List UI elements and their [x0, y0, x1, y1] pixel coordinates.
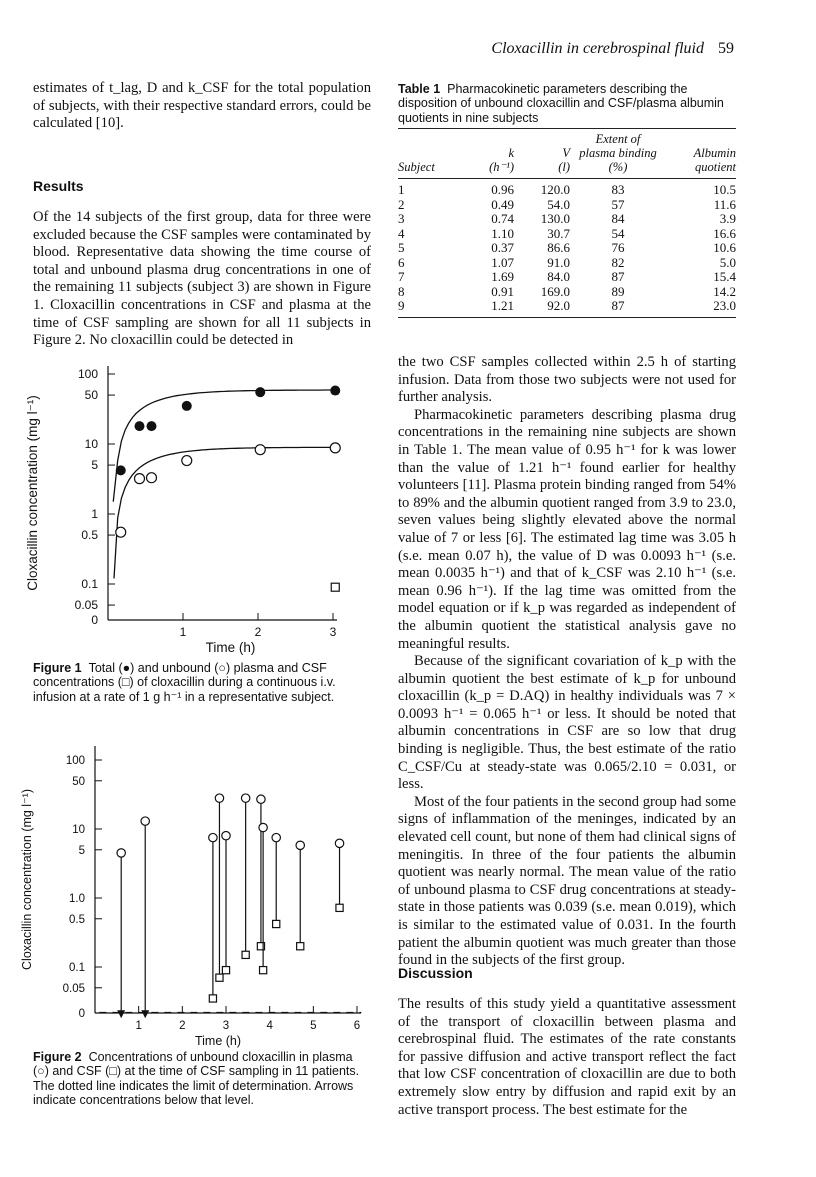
x-tick-label: 2	[254, 625, 262, 639]
plasma-point	[215, 794, 223, 802]
csf-point	[297, 943, 304, 950]
table-cell: 10.5	[713, 182, 736, 197]
th-k: k (h⁻¹)	[489, 146, 514, 174]
table-row	[398, 212, 736, 227]
right-paragraph-3: Because of the significant covariation of k_p with the albumin quotient the best estimate of k_p for unbound cloxacillin (k_p = D.AQ) in healthy individuals was 7 × 0.0093 h⁻¹ = 0.065 h⁻¹ or less. It should be noted that albumin concentrations in CSF are so low that drug binding is negligible. Thus, the best estimate of the ratio C_CSF/Cu at steady-state was 0.065/2.10 = 0.031, or less.	[398, 653, 736, 793]
table-cell: 0.74	[491, 211, 514, 226]
table-cell: 87	[611, 269, 625, 284]
plasma-point	[257, 795, 265, 803]
y-tick-label: 5	[91, 458, 98, 473]
results-paragraph: Of the 14 subjects of the first group, data for three were excluded because the CSF samples were contaminated by blood. Representative data showing the time course of total and unbound plasma drug concentrations in one of the remaining 11 subjects (subject 3) are shown in Figure 1. Cloxacillin concentrations in CSF and plasma at the time of CSF sampling are shown for all 11 subjects in Figure 2. No cloxacillin could be detected in	[33, 209, 371, 349]
figure2-caption: Concentrations of unbound cloxacillin in plasma (○) and CSF (□) at the time of CSF sampling in 11 patients. The dotted line indicates the limit of determination. Arrows indicate concentrations below that level.	[33, 1050, 360, 1108]
table1-header-row	[398, 129, 736, 179]
table-cell: 9	[398, 299, 462, 317]
y-tick-label: 10	[72, 824, 85, 836]
table-cell: 14.2	[713, 283, 736, 299]
table-cell: 87	[570, 299, 666, 317]
left-column-top	[33, 80, 371, 133]
figure1-caption-block	[33, 661, 371, 704]
figure1-caption: Total (●) and unbound (○) plasma and CSF concentrations (□) of cloxacillin during a continuous i.v. infusion at a rate of 1 g h⁻¹ in a representative subject.	[33, 661, 336, 704]
table-cell: 57	[611, 196, 625, 212]
table-row	[398, 256, 736, 271]
x-tick-label: 4	[266, 1020, 273, 1032]
plasma-point	[117, 849, 125, 857]
table1	[398, 128, 736, 318]
right-paragraph-2: Pharmacokinetic parameters describing plasma drug concentrations in the remaining nine subjects are shown in Table 1. The mean value of 0.95 h⁻¹ for k was lower than the value of 1.21 h⁻¹ found earlier for healthy volunteers [11]. Plasma protein binding ranged from 54% to 89% and the albumin quotient ranged from 3.9 to 23.0, seven values being slightly elevated above the normal value of 7 or less [6]. The estimated lag time was 3.05 h (s.e. mean 0.07 h), the value of D was 0.0093 h⁻¹ (s.e. mean 0.0035 h⁻¹) and that of k_CSF was 2.10 h⁻¹ (s.e. mean 0.96 h⁻¹). If the lag time was omitted from the model equation or if k_p was regarded as independent of the albumin quotient the statistical analysis gave no meaningful results.	[398, 406, 736, 652]
discussion-paragraph: The results of this study yield a quantitative assessment of the transport of cloxacillin between plasma and cerebrospinal fluid. The estimates of the rate constants for passive diffusion and active transport reflect the fact that low CSF concentration of cloxacillin are due to both extremely slow entry by diffusion and rapid exit by an active transport process. The best estimate for the	[398, 996, 736, 1118]
unbound-point	[182, 456, 192, 466]
table-cell: 1.69	[491, 269, 514, 284]
table-cell: 86.6	[547, 240, 570, 255]
running-title: Cloxacillin in cerebrospinal fluid	[491, 40, 704, 57]
y-tick-label: 0.05	[62, 982, 85, 995]
table1-label: Table 1	[398, 82, 441, 96]
table-cell: 3.9	[719, 211, 736, 226]
plasma-point	[241, 794, 249, 802]
table-cell: 1.21	[462, 299, 514, 317]
table-cell: 1.10	[491, 225, 514, 241]
table-cell: 92.0	[514, 299, 570, 317]
unbound-point	[330, 443, 340, 453]
csf-point	[222, 967, 229, 974]
plasma-point	[141, 817, 149, 825]
unbound-point	[255, 445, 265, 455]
x-axis-label: Time (h)	[194, 1034, 242, 1048]
table-row	[398, 179, 736, 198]
results-heading: Results	[33, 178, 84, 194]
y-tick-label: 10	[84, 437, 98, 451]
y-tick-label: 0	[78, 1008, 85, 1020]
y-tick-label: 5	[78, 844, 85, 857]
below-limit-arrow	[141, 1010, 149, 1018]
th-subject: Subject	[398, 160, 435, 174]
unbound-fit-curve	[114, 447, 335, 578]
table-cell: 15.4	[713, 269, 736, 284]
figure1-label: Figure 1	[33, 661, 82, 675]
figure2-caption-block	[33, 1050, 371, 1108]
y-tick-label: 1	[91, 507, 98, 521]
discussion-heading: Discussion	[398, 965, 473, 981]
table-row	[398, 270, 736, 285]
table-cell: 89	[611, 283, 625, 299]
table-cell: 0.49	[491, 196, 514, 212]
th-albumin: Albumin quotient	[693, 146, 736, 174]
y-tick-label: 100	[77, 367, 98, 381]
page-number: 59	[718, 40, 734, 57]
plasma-point	[296, 841, 304, 849]
table-cell: 0.91	[491, 283, 514, 299]
x-tick-label: 5	[310, 1020, 317, 1032]
figure1-chart	[15, 358, 385, 663]
figure2-chart	[15, 738, 385, 1048]
th-binding: Extent of plasma binding (%)	[579, 132, 657, 174]
below-limit-arrow	[117, 1010, 125, 1018]
table-cell: 0.37	[491, 240, 514, 255]
y-tick-label: 0	[91, 613, 98, 627]
table-cell: 1.07	[491, 254, 514, 270]
table-cell: 23.0	[666, 299, 736, 317]
unbound-point	[135, 474, 145, 484]
table-cell: 54	[611, 225, 625, 241]
table-cell: 91.0	[547, 254, 570, 270]
table-cell: 5.0	[719, 254, 736, 270]
table-cell: 120.0	[540, 182, 570, 197]
x-tick-label: 6	[353, 1020, 361, 1032]
unbound-point	[147, 473, 157, 483]
csf-point	[260, 967, 267, 974]
table-cell: 3	[398, 211, 405, 226]
right-paragraph-1: the two CSF samples collected within 2.5 h of starting infusion. Data from those two subjects were not used for further analysis.	[398, 354, 736, 406]
y-tick-label: 0.1	[69, 962, 85, 974]
table-cell: 4	[398, 225, 405, 241]
y-tick-label: 0.1	[81, 577, 98, 591]
total-fit-curve	[113, 390, 335, 502]
x-tick-label: 1	[179, 625, 187, 639]
plasma-point	[222, 831, 230, 839]
y-axis-label: Cloxacillin concentration (mg l⁻¹)	[20, 789, 34, 970]
table-cell: 2	[398, 196, 405, 212]
methods-tail-paragraph: estimates of t_lag, D and k_CSF for the total population of subjects, with their respective standard errors, could be calculated [10].	[33, 80, 371, 132]
table-cell: 8	[398, 283, 405, 299]
csf-point	[209, 995, 216, 1002]
table-cell: 7	[398, 269, 405, 284]
total-point	[147, 421, 157, 431]
table-row	[398, 241, 736, 256]
table-cell: 84	[611, 211, 625, 226]
table-cell: 130.0	[540, 211, 570, 226]
running-header	[491, 40, 734, 58]
table1-caption: Pharmacokinetic parameters describing the disposition of unbound cloxacillin and CSF/plasma albumin quotients in nine subjects	[398, 82, 724, 125]
plasma-point	[259, 823, 267, 831]
table-row	[398, 285, 736, 300]
plasma-point	[272, 833, 280, 841]
y-tick-label: 50	[72, 775, 85, 788]
plasma-point	[335, 839, 343, 847]
x-tick-label: 3	[329, 625, 337, 639]
csf-point	[242, 951, 249, 958]
csf-point	[331, 583, 339, 591]
total-point	[135, 421, 145, 431]
total-point	[182, 401, 192, 411]
plasma-point	[209, 833, 217, 841]
x-tick-label: 1	[135, 1020, 142, 1032]
right-column-discussion	[398, 996, 736, 1119]
y-tick-label: 0.05	[74, 598, 98, 613]
table-cell: 6	[398, 254, 405, 270]
x-axis-label: Time (h)	[205, 640, 256, 655]
table-cell: 54.0	[547, 196, 570, 212]
total-point	[255, 387, 265, 397]
table-row	[398, 198, 736, 213]
table-cell: 0.96	[491, 182, 514, 197]
table-cell: 10.6	[713, 240, 736, 255]
y-tick-label: 100	[65, 755, 85, 767]
csf-point	[273, 920, 280, 927]
y-axis-label: Cloxacillin concentration (mg l⁻¹)	[25, 395, 40, 591]
table-cell: 30.7	[547, 225, 570, 241]
y-tick-label: 0.5	[69, 913, 85, 926]
csf-point	[216, 974, 223, 981]
y-tick-label: 50	[84, 388, 98, 403]
table-cell: 5	[398, 240, 405, 255]
y-tick-label: 1.0	[69, 893, 85, 905]
left-column-results	[33, 209, 371, 350]
x-tick-label: 3	[222, 1020, 230, 1032]
y-tick-label: 0.5	[81, 528, 98, 543]
total-point	[330, 386, 340, 396]
total-point	[116, 465, 126, 475]
th-v: V (l)	[558, 146, 570, 174]
right-paragraph-4: Most of the four patients in the second group had some signs of inflammation of the meninges, indicated by an elevated cell count, but none of them had clinical signs of meningitis. In three of the four patients the albumin quotient was nearly normal. The mean value of the ratio of unbound plasma to CSF drug concentrations at steady-state in those patients was 0.039 (s.e. mean 0.019), which is similar to the estimated value of 0.031. In the fourth patient the albumin quotient was much greater than those found in the subjects of the first group.	[398, 793, 736, 969]
table-cell: 83	[611, 182, 625, 197]
table-cell: 16.6	[713, 225, 736, 241]
unbound-point	[116, 527, 126, 537]
table-row	[398, 227, 736, 242]
csf-point	[336, 904, 343, 911]
table-cell: 11.6	[713, 196, 736, 212]
table-cell: 84.0	[547, 269, 570, 284]
x-tick-label: 2	[179, 1020, 186, 1032]
table-cell: 82	[611, 254, 625, 270]
table1-caption-block	[398, 82, 736, 125]
figure2-label: Figure 2	[33, 1050, 82, 1064]
table-cell: 76	[611, 240, 625, 255]
table-cell: 169.0	[540, 283, 570, 299]
table-cell: 1	[398, 182, 405, 197]
right-column	[398, 354, 736, 970]
table-row	[398, 299, 736, 317]
